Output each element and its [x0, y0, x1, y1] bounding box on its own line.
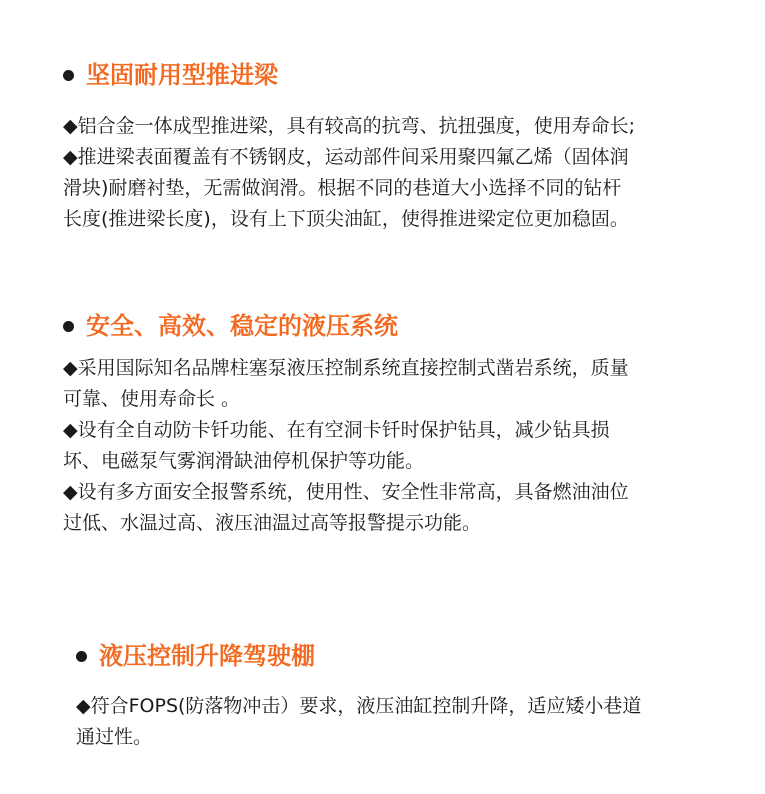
paragraph-line: ◆推进梁表面覆盖有不锈钢皮，运动部件间采用聚四氟乙烯（固体润 — [63, 146, 629, 168]
bullet-dot-icon — [63, 321, 74, 332]
section-heading — [76, 641, 315, 671]
paragraph-line: ◆设有多方面安全报警系统，使用性、安全性非常高，具备燃油油位 — [63, 481, 629, 503]
section-paragraph — [63, 353, 629, 539]
section-paragraph — [63, 111, 635, 235]
section-heading-text: 安全、高效、稳定的液压系统 — [86, 312, 398, 340]
paragraph-line: 坏、电磁泵气雾润滑缺油停机保护等功能。 — [63, 450, 425, 472]
paragraph-line: ◆设有全自动防卡钎功能、在有空洞卡钎时保护钻具，减少钻具损 — [63, 419, 610, 441]
section-heading — [63, 311, 398, 341]
bullet-dot-icon — [63, 70, 74, 81]
paragraph-line: 通过性。 — [76, 726, 153, 748]
bullet-dot-icon — [76, 651, 87, 662]
paragraph-line: ◆符合FOPS(防落物冲击）要求，液压油缸控制升降，适应矮小巷道 — [76, 695, 642, 717]
section-paragraph — [76, 691, 641, 753]
section-heading — [63, 60, 278, 90]
paragraph-line: 可靠、使用寿命长 。 — [63, 388, 241, 410]
paragraph-line: ◆铝合金一体成型推进梁，具有较高的抗弯、抗扭强度，使用寿命长; — [63, 115, 636, 137]
paragraph-line: ◆采用国际知名品牌柱塞泵液压控制系统直接控制式凿岩系统，质量 — [63, 357, 629, 379]
paragraph-line: 长度(推进梁长度)，设有上下顶尖油缸，使得推进梁定位更加稳固。 — [63, 208, 629, 230]
paragraph-line: 过低、水温过高、液压油温过高等报警提示功能。 — [63, 512, 482, 534]
section-heading-text: 坚固耐用型推进梁 — [86, 61, 278, 89]
paragraph-line: 滑块)耐磨衬垫，无需做润滑。根据不同的巷道大小选择不同的钻杆 — [63, 177, 622, 199]
section-heading-text: 液压控制升降驾驶棚 — [99, 642, 315, 670]
